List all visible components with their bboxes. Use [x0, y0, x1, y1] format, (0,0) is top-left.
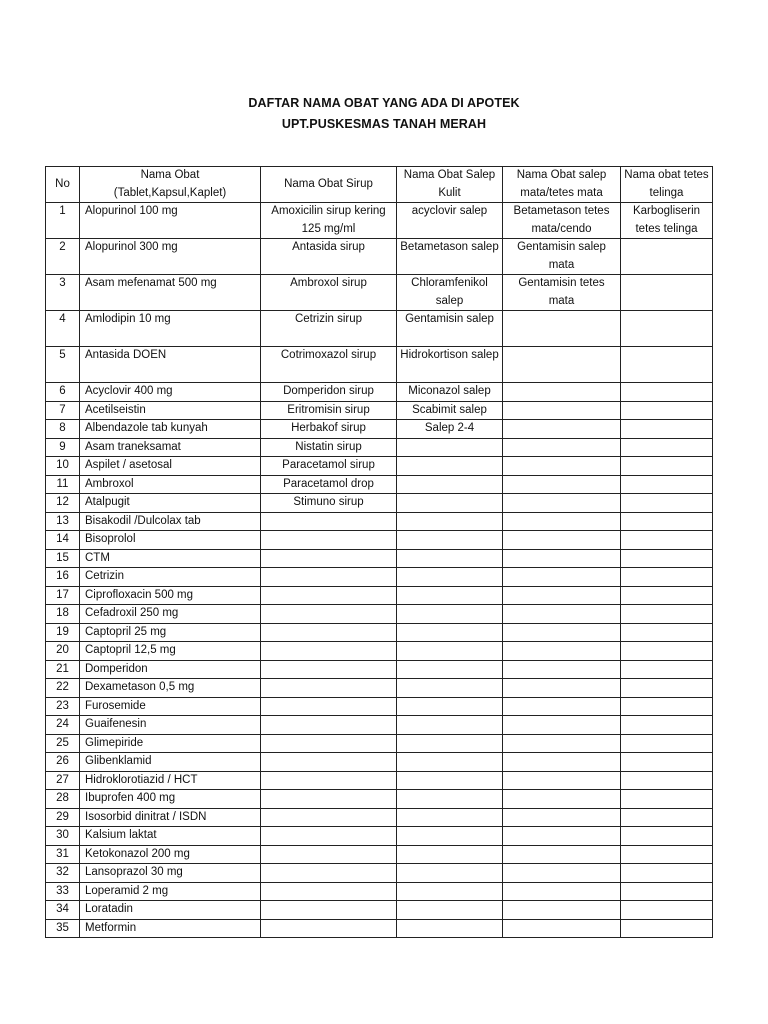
cell-no: 22: [46, 679, 80, 698]
table-row: [46, 753, 713, 772]
cell-salep-kulit: [397, 808, 503, 827]
table-row: [46, 383, 713, 402]
cell-sirup: [261, 679, 397, 698]
cell-sirup: [261, 605, 397, 624]
cell-sirup: [261, 753, 397, 772]
cell-salep-kulit: [397, 697, 503, 716]
cell-salep-mata: [503, 586, 621, 605]
cell-salep-mata: Gentamisin salep mata: [503, 239, 621, 275]
cell-salep-mata: [503, 679, 621, 698]
cell-sirup: [261, 660, 397, 679]
cell-tablet: Atalpugit: [80, 494, 261, 513]
table-row: [46, 311, 713, 347]
cell-salep-kulit: Hidrokortison salep: [397, 347, 503, 383]
cell-tetes-telinga: [621, 568, 713, 587]
cell-tablet: Metformin: [80, 919, 261, 938]
cell-tetes-telinga: [621, 882, 713, 901]
cell-salep-mata: [503, 568, 621, 587]
table-row: [46, 203, 713, 239]
cell-tablet: Ketokonazol 200 mg: [80, 845, 261, 864]
cell-tetes-telinga: [621, 494, 713, 513]
cell-sirup: Amoxicilin sirup kering 125 mg/ml: [261, 203, 397, 239]
cell-sirup: [261, 734, 397, 753]
cell-salep-mata: [503, 457, 621, 476]
cell-sirup: [261, 864, 397, 883]
cell-no: 2: [46, 239, 80, 275]
cell-tablet: Ciprofloxacin 500 mg: [80, 586, 261, 605]
cell-salep-kulit: Miconazol salep: [397, 383, 503, 402]
table-row: [46, 901, 713, 920]
cell-no: 21: [46, 660, 80, 679]
cell-salep-kulit: Chloramfenikol salep: [397, 275, 503, 311]
cell-no: 23: [46, 697, 80, 716]
cell-salep-kulit: [397, 845, 503, 864]
cell-tablet: CTM: [80, 549, 261, 568]
table-row: [46, 512, 713, 531]
cell-tablet: Captopril 25 mg: [80, 623, 261, 642]
cell-tablet: Domperidon: [80, 660, 261, 679]
cell-salep-mata: [503, 901, 621, 920]
cell-salep-kulit: [397, 568, 503, 587]
cell-no: 8: [46, 420, 80, 439]
cell-sirup: [261, 827, 397, 846]
cell-salep-mata: [503, 383, 621, 402]
cell-tetes-telinga: [621, 919, 713, 938]
cell-sirup: Paracetamol drop: [261, 475, 397, 494]
cell-tetes-telinga: [621, 311, 713, 347]
cell-tablet: Kalsium laktat: [80, 827, 261, 846]
header-sirup: Nama Obat Sirup: [261, 167, 397, 203]
cell-salep-mata: Betametason tetes mata/cendo: [503, 203, 621, 239]
table-row: [46, 438, 713, 457]
cell-tablet: Loperamid 2 mg: [80, 882, 261, 901]
cell-salep-mata: [503, 660, 621, 679]
cell-salep-kulit: Scabimit salep: [397, 401, 503, 420]
cell-tetes-telinga: [621, 239, 713, 275]
cell-salep-mata: [503, 845, 621, 864]
cell-salep-mata: [503, 790, 621, 809]
cell-no: 18: [46, 605, 80, 624]
cell-tablet: Glibenklamid: [80, 753, 261, 772]
table-row: [46, 827, 713, 846]
cell-tablet: Aspilet / asetosal: [80, 457, 261, 476]
cell-no: 5: [46, 347, 80, 383]
cell-no: 33: [46, 882, 80, 901]
table-body: [46, 203, 713, 938]
table-row: [46, 771, 713, 790]
cell-tetes-telinga: [621, 660, 713, 679]
cell-tetes-telinga: [621, 347, 713, 383]
table-row: [46, 660, 713, 679]
cell-sirup: [261, 586, 397, 605]
table-row: [46, 697, 713, 716]
cell-salep-mata: [503, 531, 621, 550]
cell-salep-kulit: Salep 2-4: [397, 420, 503, 439]
cell-salep-kulit: [397, 457, 503, 476]
cell-no: 9: [46, 438, 80, 457]
cell-tetes-telinga: [621, 864, 713, 883]
table-row: [46, 882, 713, 901]
cell-tablet: Cefadroxil 250 mg: [80, 605, 261, 624]
cell-no: 20: [46, 642, 80, 661]
cell-sirup: Ambroxol sirup: [261, 275, 397, 311]
cell-salep-mata: [503, 494, 621, 513]
cell-tetes-telinga: [621, 642, 713, 661]
table-row: [46, 790, 713, 809]
cell-sirup: [261, 901, 397, 920]
cell-no: 16: [46, 568, 80, 587]
table-row: [46, 347, 713, 383]
cell-tetes-telinga: [621, 605, 713, 624]
cell-sirup: [261, 716, 397, 735]
table-row: [46, 605, 713, 624]
cell-salep-mata: [503, 605, 621, 624]
cell-tablet: Ibuprofen 400 mg: [80, 790, 261, 809]
cell-tetes-telinga: [621, 697, 713, 716]
cell-sirup: [261, 882, 397, 901]
cell-tablet: Cetrizin: [80, 568, 261, 587]
cell-no: 17: [46, 586, 80, 605]
header-tetes-telinga: Nama obat tetes telinga: [621, 167, 713, 203]
cell-no: 11: [46, 475, 80, 494]
cell-salep-mata: [503, 734, 621, 753]
cell-salep-mata: [503, 864, 621, 883]
cell-tetes-telinga: [621, 512, 713, 531]
cell-tetes-telinga: [621, 845, 713, 864]
cell-salep-mata: [503, 882, 621, 901]
cell-tetes-telinga: [621, 275, 713, 311]
cell-salep-mata: [503, 549, 621, 568]
table-row: [46, 549, 713, 568]
cell-salep-kulit: [397, 494, 503, 513]
cell-salep-kulit: Betametason salep: [397, 239, 503, 275]
cell-sirup: Domperidon sirup: [261, 383, 397, 402]
cell-tetes-telinga: [621, 901, 713, 920]
cell-salep-mata: [503, 438, 621, 457]
cell-salep-mata: [503, 642, 621, 661]
cell-tetes-telinga: [621, 771, 713, 790]
cell-tablet: Amlodipin 10 mg: [80, 311, 261, 347]
cell-salep-mata: Gentamisin tetes mata: [503, 275, 621, 311]
cell-salep-mata: [503, 753, 621, 772]
cell-sirup: Cetrizin sirup: [261, 311, 397, 347]
cell-sirup: Eritromisin sirup: [261, 401, 397, 420]
cell-sirup: [261, 697, 397, 716]
cell-sirup: [261, 568, 397, 587]
cell-tablet: Ambroxol: [80, 475, 261, 494]
cell-tetes-telinga: [621, 808, 713, 827]
table-row: [46, 586, 713, 605]
document-title: DAFTAR NAMA OBAT YANG ADA DI APOTEK: [248, 96, 520, 110]
cell-tablet: Hidroklorotiazid / HCT: [80, 771, 261, 790]
table-row: [46, 494, 713, 513]
cell-sirup: [261, 845, 397, 864]
cell-tetes-telinga: [621, 549, 713, 568]
cell-no: 15: [46, 549, 80, 568]
cell-no: 1: [46, 203, 80, 239]
cell-tetes-telinga: [621, 753, 713, 772]
cell-sirup: [261, 531, 397, 550]
cell-tablet: Acetilseistin: [80, 401, 261, 420]
cell-tablet: Alopurinol 100 mg: [80, 203, 261, 239]
cell-sirup: [261, 919, 397, 938]
cell-no: 30: [46, 827, 80, 846]
header-tablet: Nama Obat (Tablet,Kapsul,Kaplet): [80, 167, 261, 203]
cell-tetes-telinga: [621, 586, 713, 605]
cell-salep-kulit: [397, 901, 503, 920]
table-row: [46, 623, 713, 642]
cell-salep-kulit: [397, 771, 503, 790]
cell-tetes-telinga: [621, 383, 713, 402]
cell-tablet: Loratadin: [80, 901, 261, 920]
cell-tetes-telinga: [621, 716, 713, 735]
cell-salep-kulit: [397, 531, 503, 550]
cell-no: 28: [46, 790, 80, 809]
cell-sirup: [261, 771, 397, 790]
cell-sirup: Cotrimoxazol sirup: [261, 347, 397, 383]
table-row: [46, 808, 713, 827]
cell-tetes-telinga: [621, 475, 713, 494]
cell-sirup: [261, 642, 397, 661]
table-row: [46, 642, 713, 661]
cell-salep-mata: [503, 827, 621, 846]
cell-tetes-telinga: [621, 457, 713, 476]
cell-salep-kulit: [397, 586, 503, 605]
table-row: [46, 734, 713, 753]
cell-no: 35: [46, 919, 80, 938]
cell-tetes-telinga: Karbogliserin tetes telinga: [621, 203, 713, 239]
table-row: [46, 919, 713, 938]
cell-tetes-telinga: [621, 790, 713, 809]
cell-no: 29: [46, 808, 80, 827]
cell-salep-kulit: [397, 512, 503, 531]
cell-tablet: Asam traneksamat: [80, 438, 261, 457]
cell-salep-kulit: [397, 475, 503, 494]
cell-tablet: Alopurinol 300 mg: [80, 239, 261, 275]
cell-tablet: Glimepiride: [80, 734, 261, 753]
table-row: [46, 275, 713, 311]
cell-tablet: Bisakodil /Dulcolax tab: [80, 512, 261, 531]
cell-salep-mata: [503, 512, 621, 531]
cell-salep-kulit: [397, 864, 503, 883]
cell-no: 7: [46, 401, 80, 420]
cell-no: 34: [46, 901, 80, 920]
header-salep-mata: Nama Obat salep mata/tetes mata: [503, 167, 621, 203]
cell-no: 31: [46, 845, 80, 864]
document-title-block: [0, 93, 768, 135]
table-row: [46, 457, 713, 476]
cell-no: 19: [46, 623, 80, 642]
table-row: [46, 864, 713, 883]
cell-salep-mata: [503, 716, 621, 735]
cell-salep-kulit: [397, 827, 503, 846]
cell-salep-kulit: [397, 438, 503, 457]
table-row: [46, 568, 713, 587]
table-row: [46, 716, 713, 735]
header-salep-kulit: Nama Obat Salep Kulit: [397, 167, 503, 203]
cell-salep-kulit: [397, 919, 503, 938]
cell-salep-mata: [503, 623, 621, 642]
cell-sirup: Paracetamol sirup: [261, 457, 397, 476]
cell-no: 27: [46, 771, 80, 790]
cell-salep-mata: [503, 347, 621, 383]
cell-salep-kulit: [397, 642, 503, 661]
cell-tetes-telinga: [621, 623, 713, 642]
cell-tetes-telinga: [621, 438, 713, 457]
cell-no: 3: [46, 275, 80, 311]
cell-salep-mata: [503, 697, 621, 716]
cell-salep-kulit: [397, 790, 503, 809]
table-row: [46, 475, 713, 494]
cell-no: 13: [46, 512, 80, 531]
cell-tablet: Antasida DOEN: [80, 347, 261, 383]
cell-tablet: Dexametason 0,5 mg: [80, 679, 261, 698]
cell-salep-kulit: [397, 549, 503, 568]
cell-tablet: Isosorbid dinitrat / ISDN: [80, 808, 261, 827]
cell-tablet: Bisoprolol: [80, 531, 261, 550]
cell-salep-kulit: [397, 623, 503, 642]
cell-tablet: Furosemide: [80, 697, 261, 716]
cell-sirup: Nistatin sirup: [261, 438, 397, 457]
cell-salep-kulit: [397, 605, 503, 624]
document-subtitle: UPT.PUSKESMAS TANAH MERAH: [281, 117, 487, 131]
drug-list-table: [45, 166, 713, 938]
table-row: [46, 239, 713, 275]
cell-salep-kulit: [397, 734, 503, 753]
cell-no: 6: [46, 383, 80, 402]
cell-salep-kulit: [397, 716, 503, 735]
cell-no: 12: [46, 494, 80, 513]
cell-salep-kulit: [397, 679, 503, 698]
cell-salep-kulit: [397, 882, 503, 901]
cell-sirup: [261, 512, 397, 531]
cell-sirup: [261, 623, 397, 642]
cell-tablet: Guaifenesin: [80, 716, 261, 735]
cell-salep-mata: [503, 311, 621, 347]
cell-sirup: [261, 549, 397, 568]
header-no: No: [46, 167, 80, 203]
cell-tablet: Asam mefenamat 500 mg: [80, 275, 261, 311]
cell-tetes-telinga: [621, 531, 713, 550]
cell-salep-kulit: Gentamisin salep: [397, 311, 503, 347]
cell-sirup: Stimuno sirup: [261, 494, 397, 513]
cell-no: 25: [46, 734, 80, 753]
table-row: [46, 420, 713, 439]
cell-sirup: Antasida sirup: [261, 239, 397, 275]
cell-no: 14: [46, 531, 80, 550]
cell-salep-mata: [503, 420, 621, 439]
cell-salep-kulit: acyclovir salep: [397, 203, 503, 239]
cell-sirup: [261, 790, 397, 809]
cell-no: 4: [46, 311, 80, 347]
table-row: [46, 531, 713, 550]
cell-salep-mata: [503, 401, 621, 420]
table-row: [46, 401, 713, 420]
cell-tablet: Acyclovir 400 mg: [80, 383, 261, 402]
cell-salep-mata: [503, 808, 621, 827]
cell-salep-mata: [503, 475, 621, 494]
cell-tetes-telinga: [621, 679, 713, 698]
cell-tetes-telinga: [621, 734, 713, 753]
cell-salep-kulit: [397, 753, 503, 772]
table-header-row: [46, 167, 713, 203]
table-row: [46, 845, 713, 864]
cell-salep-mata: [503, 919, 621, 938]
cell-tetes-telinga: [621, 420, 713, 439]
cell-no: 26: [46, 753, 80, 772]
cell-tetes-telinga: [621, 827, 713, 846]
cell-sirup: Herbakof sirup: [261, 420, 397, 439]
table-row: [46, 679, 713, 698]
cell-no: 10: [46, 457, 80, 476]
cell-salep-mata: [503, 771, 621, 790]
cell-tetes-telinga: [621, 401, 713, 420]
cell-sirup: [261, 808, 397, 827]
cell-tablet: Albendazole tab kunyah: [80, 420, 261, 439]
cell-no: 24: [46, 716, 80, 735]
cell-tablet: Lansoprazol 30 mg: [80, 864, 261, 883]
cell-salep-kulit: [397, 660, 503, 679]
cell-tablet: Captopril 12,5 mg: [80, 642, 261, 661]
cell-no: 32: [46, 864, 80, 883]
